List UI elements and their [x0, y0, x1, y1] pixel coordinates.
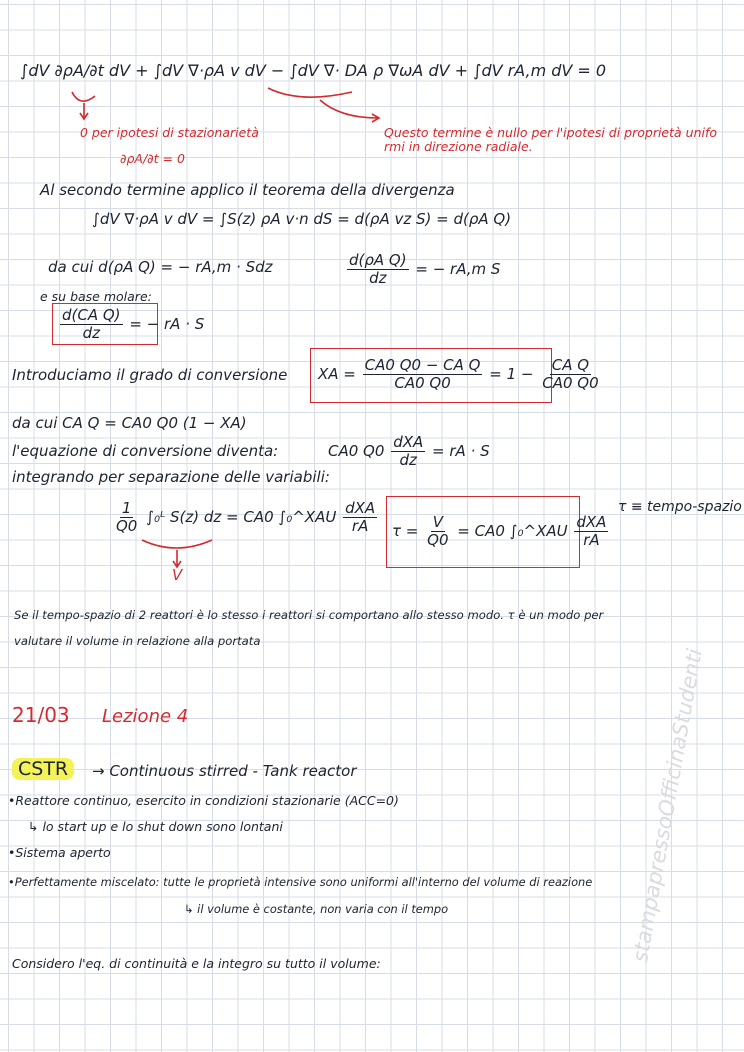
- paragraph-space-time-2: valutare il volume in relazione alla portata: [14, 634, 261, 648]
- note-stazionarieta: 0 per ipotesi di stazionarietà: [80, 125, 259, 140]
- equation-conversion: XA = $\frac{\text{CA0 Q0 − CA Q}}{CA0 Q0}$ = 1 − $\frac{\text{CA Q}}{CA0 Q0}$: [318, 356, 599, 392]
- bullet-startup: ↳ lo start up e lo shut down sono lontani: [28, 819, 283, 834]
- equation-conversion-ode: CA0 Q0 $\frac{\text{dXA}}{dz}$ = rA · S: [328, 433, 490, 469]
- bullet-volume-costante: ↳ il volume è costante, non varia con il tempo: [184, 902, 449, 916]
- note-term-null-2: rmi in direzione radiale.: [384, 139, 533, 154]
- line-integrando: integrando per separazione delle variabili:: [12, 468, 330, 486]
- line-equazione-conversione: l'equazione di conversione diventa:: [12, 442, 279, 460]
- equation-integral-balance: ∫dV ∂ρA/∂t dV + ∫dV ∇·ρA v dV − ∫dV ∇· DA ρ ∇ωA dV + ∫dV rA,m dV = 0: [20, 61, 607, 80]
- line-base-molare: e su base molare:: [40, 289, 152, 304]
- bullet-aperto: •Sistema aperto: [8, 845, 111, 860]
- line-da-cui-2: da cui CA Q = CA0 Q0 (1 − XA): [12, 414, 247, 432]
- note-derivative-zero: ∂ρA/∂t = 0: [120, 151, 185, 166]
- line-intro-conversione: Introduciamo il grado di conversione: [12, 366, 288, 384]
- bullet-continuo: •Reattore continuo, esercito in condizioni stazionarie (ACC=0): [8, 793, 399, 808]
- paragraph-space-time-1: Se il tempo-spazio di 2 reattori è lo stesso i reattori si comportano allo stesso modo. τ è un modo per: [14, 608, 604, 622]
- cstr-definition: → Continuous stirred - Tank reactor: [92, 762, 357, 780]
- lesson-title: Lezione 4: [102, 706, 189, 727]
- line-da-cui-1: da cui d(ρA Q) = − rA,m · Sdz: [48, 258, 273, 276]
- cstr-heading: [12, 760, 74, 778]
- lesson-date: 21/03: [12, 703, 70, 727]
- note-term-null-1: Questo termine è nullo per l'ipotesi di proprietà unifo: [384, 125, 718, 140]
- equation-divergence: ∫dV ∇·ρA v dV = ∫S(z) ρA v·n dS = d(ρA vz S) = d(ρA Q): [92, 210, 512, 228]
- line-second-term: Al secondo termine applico il teorema della divergenza: [40, 181, 455, 199]
- equation-molar: $\frac{\text{d(CA Q)}}{dz}$ = − rA · S: [62, 306, 205, 342]
- line-continuity: Considero l'eq. di continuità e la integro su tutto il volume:: [12, 956, 381, 971]
- cstr-highlight: CSTR: [12, 758, 74, 780]
- tau-definition: τ ≡ tempo-spazio: [618, 499, 742, 515]
- equation-frac-1: $\frac{\text{d(ρA Q)}}{dz}$ = − rA,m S: [349, 251, 501, 287]
- label-volume: V: [172, 566, 183, 584]
- watermark: stampapressoOfficinaStudenti: [628, 646, 707, 965]
- equation-space-time: τ = $\frac{V}{Q0}$ = CA0 ∫₀^XAU $\frac{\text{dXA}}{rA}$: [392, 513, 607, 549]
- equation-integrated: $\frac{1}{Q0}$ ∫₀ᴸ S(z) dz = CA0 ∫₀^XAU $\frac{\text{dXA}}{rA}$: [116, 499, 376, 535]
- bullet-miscelato: •Perfettamente miscelato: tutte le proprietà intensive sono uniformi all'interno del volume di reazione: [8, 875, 593, 889]
